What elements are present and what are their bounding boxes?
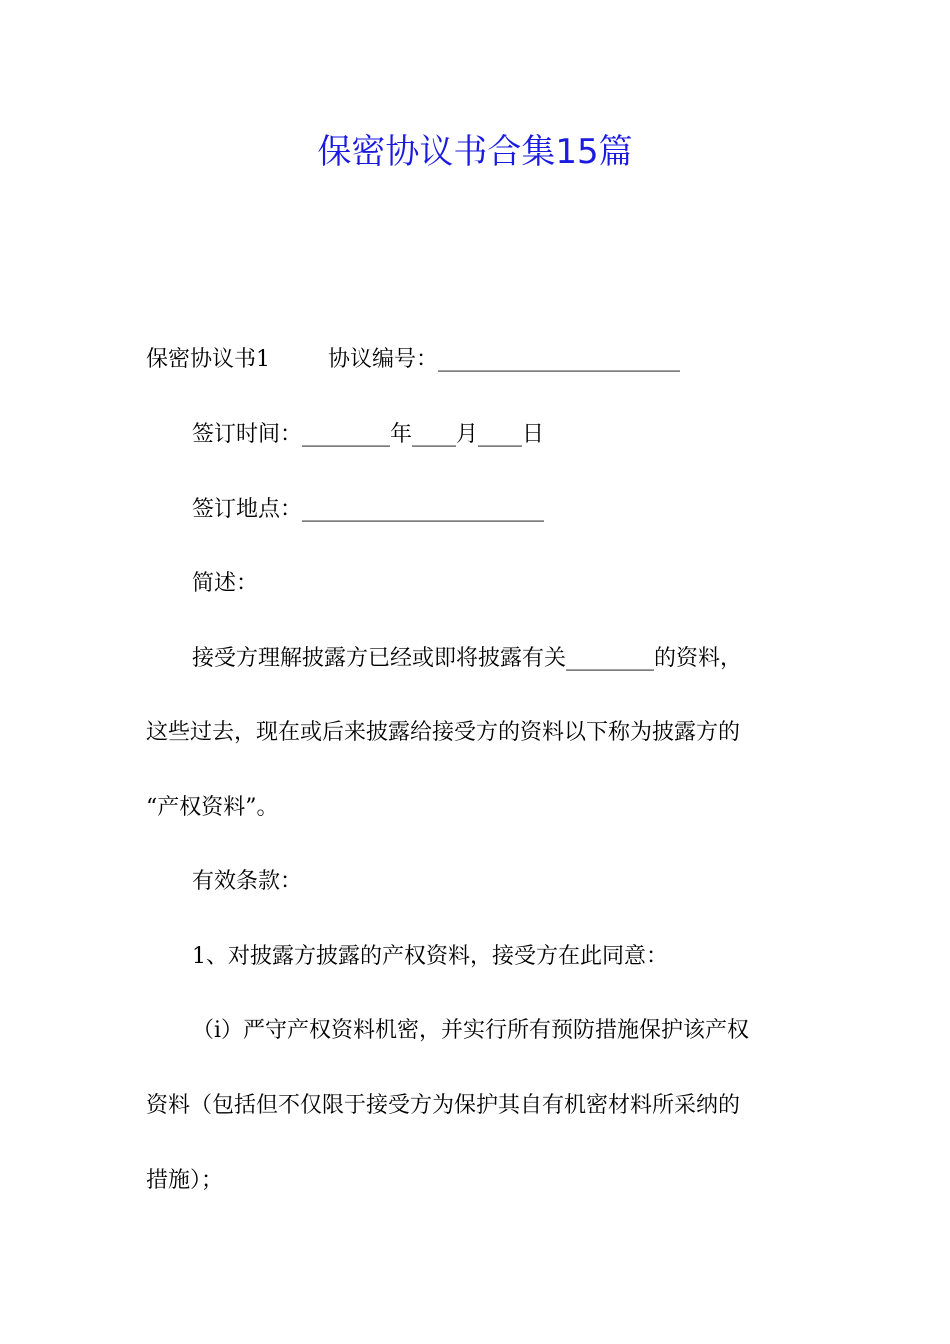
document-title: 保密协议书合集15篇 (317, 132, 633, 172)
agreement-number: 协议编号：______________________ (328, 347, 681, 372)
clause-i-line: 措施）； (146, 1168, 224, 1193)
heading-row (146, 345, 680, 375)
sign-place: 签订地点：______________________ (192, 497, 545, 522)
clause-i-line: （i）严守产权资料机密，并实行所有预防措施保护该产权 (192, 1018, 750, 1043)
paragraph-line: “产权资料”。 (146, 795, 279, 820)
summary-heading: 简述： (192, 571, 259, 596)
agreement-heading: 保密协议书1 (146, 347, 270, 372)
clause-i-line: 资料（包括但不仅限于接受方为保护其自有机密材料所采纳的 (146, 1093, 741, 1118)
paragraph-line: 接受方理解披露方已经或即将披露有关________的资料， (192, 646, 743, 671)
sign-time: 签订时间：________年____月____日 (192, 422, 545, 447)
clause-1: 1、对披露方披露的产权资料，接受方在此同意： (192, 944, 668, 969)
paragraph-line: 这些过去，现在或后来披露给接受方的资料以下称为披露方的 (146, 720, 741, 745)
terms-heading: 有效条款： (192, 869, 303, 894)
